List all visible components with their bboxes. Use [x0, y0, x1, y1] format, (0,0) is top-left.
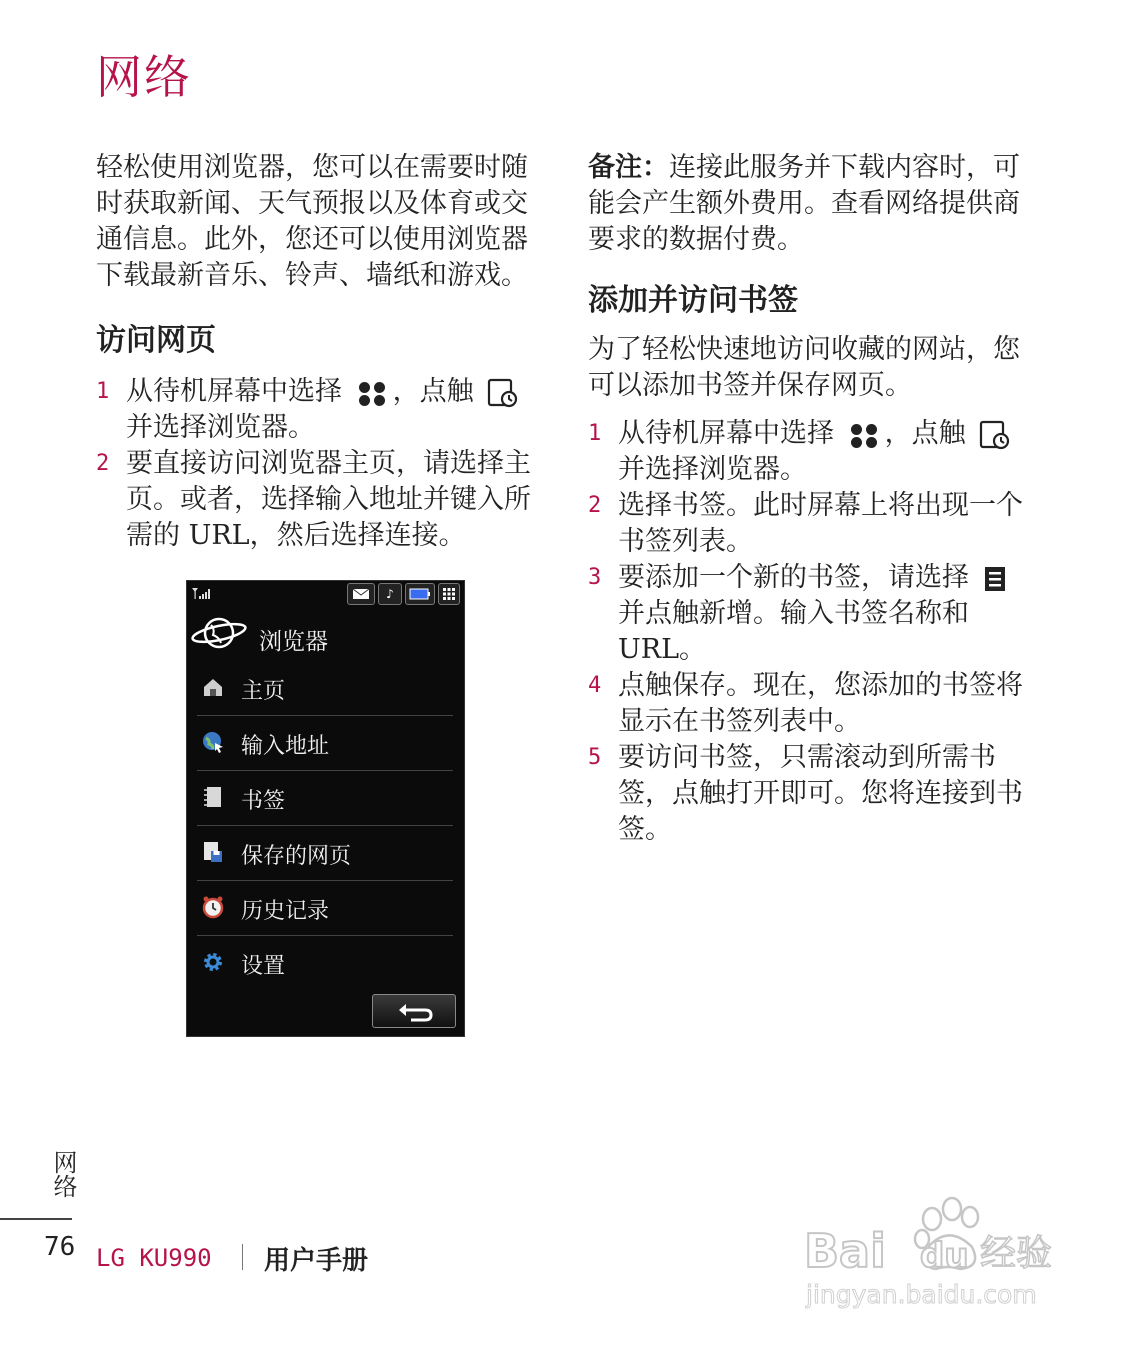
- back-button[interactable]: [372, 994, 456, 1028]
- step-text: ，点触: [392, 376, 474, 407]
- footer-model: LG KU990: [96, 1244, 212, 1272]
- bookmark-steps: [588, 416, 1038, 848]
- bookmarks-intro: 为了轻松快速地访问收藏的网站，您可以添加书签并保存网页。: [588, 334, 1020, 401]
- grid-menu-icon[interactable]: [438, 583, 460, 605]
- list-item: [588, 740, 1038, 848]
- step-text: 要直接访问浏览器主页，请选择主页。或者，选择输入地址并键入所需的 URL，然后选择连接。: [126, 448, 531, 551]
- baidu-watermark-logo: [800, 1195, 1070, 1315]
- step-text: 并点触新增。输入书签名称和URL。: [618, 598, 969, 665]
- list-item: [96, 374, 548, 446]
- step-text: ，点触: [884, 418, 966, 449]
- menu-label: 历史记录: [241, 899, 330, 924]
- clock-icon: [201, 895, 225, 919]
- gear-icon: [201, 950, 225, 974]
- footer-separator: [242, 1244, 243, 1270]
- note-label: 备注：: [588, 152, 669, 183]
- note-text: 连接此服务并下载内容时，可能会产生额外费用。查看网络提供商要求的数据付费。: [588, 152, 1020, 255]
- home-icon: [201, 675, 225, 699]
- step-number: 2: [96, 451, 110, 476]
- browser-menu: [197, 661, 453, 990]
- step-text: 点触保存。现在，您添加的书签将显示在书签列表中。: [618, 670, 1023, 737]
- tools-icon: [486, 377, 518, 409]
- globe-cursor-icon: [201, 730, 225, 754]
- menu-dots-icon: [847, 422, 881, 448]
- svg-text:经验: 经验: [980, 1233, 1053, 1274]
- right-column: [588, 150, 1038, 848]
- step-text: 从待机屏幕中选择: [618, 418, 834, 449]
- step-number: 2: [588, 493, 602, 518]
- menu-item-saved-pages[interactable]: [197, 826, 453, 881]
- step-number: 4: [588, 673, 602, 698]
- browser-screenshot: [186, 580, 465, 1037]
- browser-title: 浏览器: [259, 629, 328, 655]
- footer-divider: [0, 1218, 72, 1220]
- list-item: [588, 488, 1038, 560]
- watermark-brand-text: Bai: [804, 1224, 886, 1278]
- note: [588, 150, 1038, 258]
- status-bar: [187, 581, 464, 605]
- step-number: 5: [588, 745, 602, 770]
- list-item: [588, 668, 1038, 740]
- step-number: 1: [588, 421, 602, 446]
- step-text: 要添加一个新的书签，请选择: [618, 562, 969, 593]
- footer-manual: 用户手册: [264, 1246, 369, 1276]
- back-arrow-icon: [373, 995, 455, 1027]
- list-item: [96, 446, 548, 554]
- step-text: 要访问书签，只需滚动到所需书签，点触打开即可。您将连接到书签。: [618, 742, 1023, 845]
- options-menu-icon: [982, 565, 1008, 593]
- menu-dots-icon: [355, 380, 389, 406]
- menu-item-enter-address[interactable]: [197, 716, 453, 771]
- menu-item-settings[interactable]: [197, 936, 453, 990]
- list-item: [588, 416, 1038, 488]
- saved-page-icon: [201, 840, 225, 864]
- menu-label: 书签: [241, 789, 286, 814]
- step-text: 从待机屏幕中选择: [126, 376, 342, 407]
- step-text: 并选择浏览器。: [618, 454, 807, 485]
- signal-icon: [191, 586, 213, 603]
- bookmark-icon: [201, 785, 225, 809]
- page-number: 76: [44, 1232, 76, 1262]
- svg-text:du: du: [920, 1236, 969, 1276]
- music-icon: ♪: [378, 583, 402, 605]
- menu-label: 设置: [241, 954, 286, 979]
- browser-intro: 轻松使用浏览器，您可以在需要时随时获取新闻、天气预报以及体育或交通信息。此外，您还可以使用浏览器下载最新音乐、铃声、墙纸和游戏。: [96, 152, 528, 291]
- menu-label: 输入地址: [241, 734, 330, 759]
- watermark-url-text: jingyan.baidu.com: [806, 1280, 1037, 1309]
- access-web-steps: [96, 374, 548, 554]
- battery-icon: [405, 583, 435, 605]
- page-title: 网络: [96, 50, 192, 104]
- menu-item-history[interactable]: [197, 881, 453, 936]
- access-web-heading: 访问网页: [96, 323, 216, 358]
- side-tab: 网络: [49, 1150, 77, 1198]
- bookmarks-heading: 添加并访问书签: [588, 283, 798, 318]
- left-column: [96, 150, 548, 554]
- step-text: 并选择浏览器。: [126, 412, 315, 443]
- step-number: 3: [588, 565, 602, 590]
- message-icon: [347, 583, 375, 605]
- menu-label: 保存的网页: [241, 844, 352, 869]
- menu-item-home[interactable]: [197, 661, 453, 716]
- step-text: 选择书签。此时屏幕上将出现一个书签列表。: [618, 490, 1023, 557]
- menu-item-bookmarks[interactable]: [197, 771, 453, 826]
- step-number: 1: [96, 379, 110, 404]
- globe-icon: [191, 615, 247, 651]
- menu-label: 主页: [241, 679, 286, 704]
- tools-icon: [978, 419, 1010, 451]
- browser-header: [191, 615, 328, 655]
- list-item: [588, 560, 1038, 668]
